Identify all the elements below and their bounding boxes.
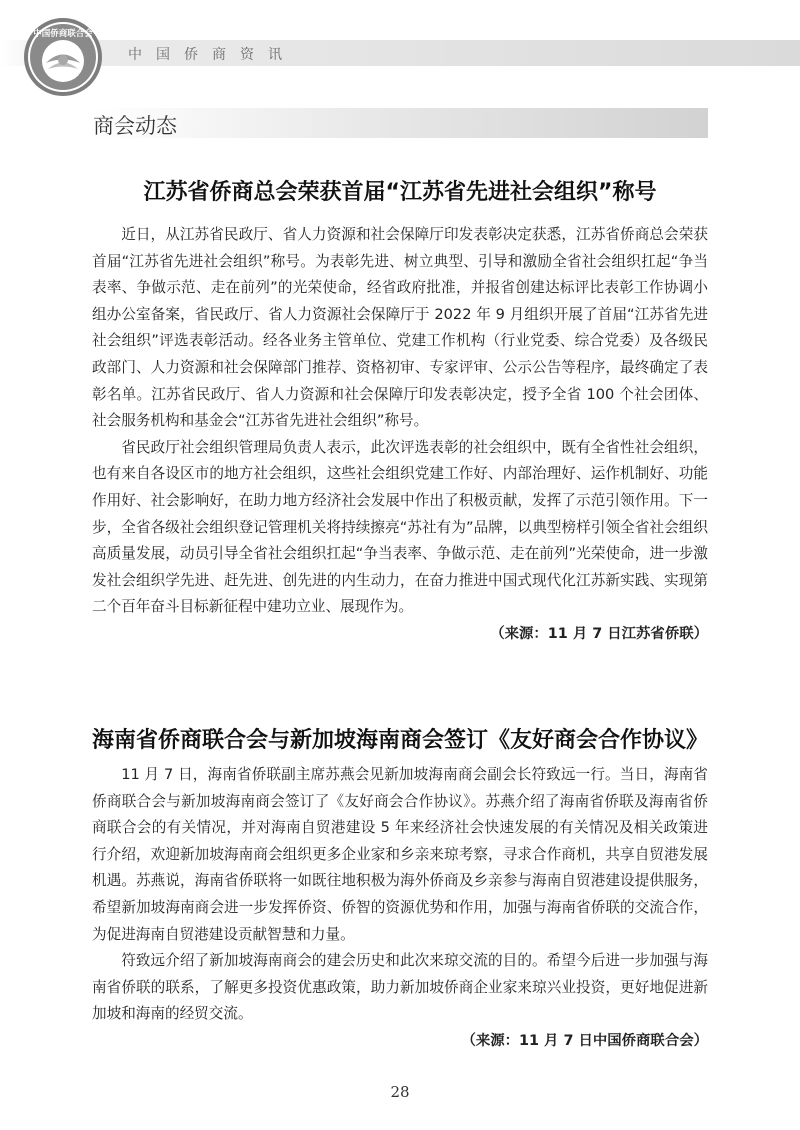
article-title: 江苏省侨商总会荣获首届“江苏省先进社会组织”称号 <box>143 180 657 205</box>
article-source: （来源：11 月 7 日江苏省侨联） <box>490 625 708 642</box>
article-paragraph: 省民政厅社会组织管理局负责人表示，此次评选表彰的社会组织中，既有全省性社会组织，也有来自各设区市的地方社会组织，这些社会组织党建工作好、内部治理好、运作机制好、功能作用好、社会影响好，在助力地方经济社会发展中作出了积极贡献，发挥了示范引领作用。下一步，全省各级社会组织登记管理机关将持续擦亮“苏社有为”品牌，以典型榜样引领全省社会组织高质量发展，动员引导全省社会组织扛起“争当表率、争做示范、走在前列”光荣使命，进一步激发社会组织学先进、赶先进、创先进的内生动力，在奋力推进中国式现代化江苏新实践、实现第二个百年奋斗目标新征程中建功立业、展现作为。 <box>92 438 708 616</box>
article-paragraph: 近日，从江苏省民政厅、省人力资源和社会保障厅印发表彰决定获悉，江苏省侨商总会荣获首届“江苏省先进社会组织”称号。为表彰先进、树立典型、引导和激励全省社会组织扛起“争当表率、争做示范、走在前列”的光荣使命，经省政府批准，并报省创建达标评比表彰工作协调小组办公室备案，省民政厅、省人力资源社会保障厅于 2022 年 9 月组织开展了首届“江苏省先进社会组织”评选表彰活动。经各业务主管单位、党建工作机构（行业党委、综合党委）及各级民政部门、人力资源和社会保障部门推荐、资格初审、专家评审、公示公告等程序，最终确定了表彰名单。江苏省民政厅、省人力资源和社会保障厅印发表彰决定，授予全省 100 个社会团体、社会服务机构和基金会“江苏省先进社会组织”称号。 <box>92 226 708 430</box>
article-body <box>92 222 708 648</box>
page-number: 28 <box>390 1083 410 1101</box>
svg-text:中国侨商联合会: 中国侨商联合会 <box>33 29 93 39</box>
header-title: 中国侨商资讯 <box>128 47 296 63</box>
section-banner <box>92 108 708 138</box>
article-title: 海南省侨商联合会与新加坡海南商会签订《友好商会合作协议》 <box>92 728 709 753</box>
article-source: （来源：11 月 7 日中国侨商联合会） <box>461 1032 708 1049</box>
section-title: 商会动态 <box>93 114 177 138</box>
federation-logo <box>22 16 104 98</box>
header-band <box>0 40 800 66</box>
article-paragraph: 符致远介绍了新加坡海南商会的建会历史和此次来琼交流的目的。希望今后进一步加强与海南省侨联的联系，了解更多投资优惠政策，助力新加坡侨商企业家来琼兴业投资，更好地促进新加坡和海南的经贸交流。 <box>92 952 708 1023</box>
article-body <box>92 762 708 1055</box>
article-paragraph: 11 月 7 日，海南省侨联副主席苏燕会见新加坡海南商会副会长符致远一行。当日，海南省侨商联合会与新加坡海南商会签订了《友好商会合作协议》。苏燕介绍了海南省侨联及海南省侨商联合会的有关情况，并对海南自贸港建设 5 年来经济社会快速发展的有关情况及相关政策进行介绍，欢迎新加坡海南商会组织更多企业家和乡亲来琼考察，寻求合作商机，共享自贸港发展机遇。苏燕说，海南省侨联将一如既往地积极为海外侨商及乡亲参与海南自贸港建设提供服务，希望新加坡海南商会进一步发挥侨资、侨智的资源优势和作用，加强与海南省侨联的交流合作，为促进海南自贸港建设贡献智慧和力量。 <box>92 766 708 943</box>
